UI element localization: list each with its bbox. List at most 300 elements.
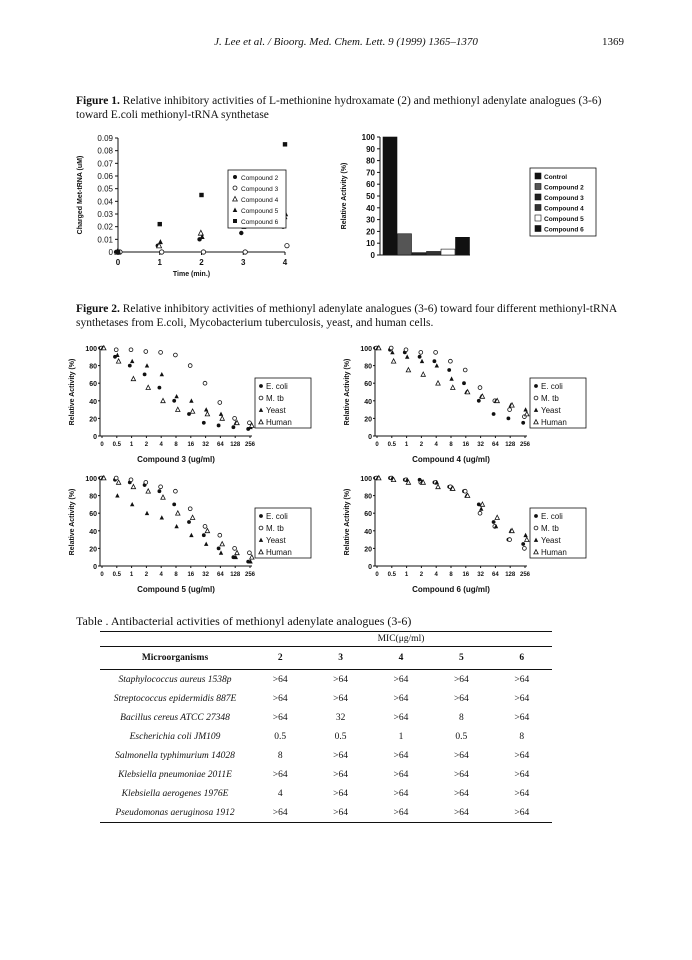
figure1-caption-text: Relative inhibitory activities of L-methionine hydroxamate (2) and methionyl adenylate analogues (3-6) toward E.coli methionyl-tRNA synthetase bbox=[76, 95, 602, 121]
legend-marker bbox=[233, 175, 237, 179]
data-point bbox=[220, 416, 224, 420]
x-tick-label: 128 bbox=[505, 572, 516, 578]
data-point bbox=[158, 239, 163, 244]
mic-cell: >64 bbox=[393, 750, 409, 761]
x-tick-label: 4 bbox=[434, 442, 438, 448]
data-point bbox=[188, 507, 192, 511]
data-point bbox=[190, 515, 194, 519]
x-tick-label: 1 bbox=[404, 442, 409, 448]
data-point bbox=[447, 368, 451, 372]
legend-marker bbox=[534, 514, 538, 518]
data-point bbox=[419, 351, 423, 355]
data-point bbox=[421, 372, 425, 376]
data-point bbox=[434, 351, 438, 355]
y-tick-label: 0 bbox=[93, 434, 97, 441]
legend-marker bbox=[534, 396, 538, 400]
mic-cell: >64 bbox=[393, 674, 409, 685]
mic-cell: >64 bbox=[371, 803, 431, 823]
data-point bbox=[436, 484, 440, 488]
x-axis-label: Compound 6 (ug/ml) bbox=[412, 585, 490, 594]
data-point bbox=[435, 363, 439, 367]
legend-label: Compound 3 bbox=[544, 195, 584, 202]
data-point bbox=[130, 502, 134, 506]
y-tick-label: 100 bbox=[85, 476, 97, 483]
legend-label: Yeast bbox=[541, 536, 561, 545]
mic-cell: >64 bbox=[393, 769, 409, 780]
legend-label: Human bbox=[266, 418, 292, 427]
y-axis-label: Relative Activity (%) bbox=[69, 358, 76, 426]
data-point bbox=[174, 489, 178, 493]
data-point bbox=[159, 351, 163, 355]
running-header bbox=[0, 36, 692, 52]
y-tick-label: 0 bbox=[368, 434, 372, 441]
x-tick-label: 0 bbox=[115, 258, 121, 267]
x-tick-label: 64 bbox=[492, 442, 499, 448]
x-tick-label: 0.5 bbox=[387, 442, 396, 448]
data-point bbox=[160, 515, 164, 519]
legend-label: Compound 5 bbox=[544, 216, 584, 223]
x-tick-label: 16 bbox=[187, 442, 195, 448]
data-point bbox=[451, 385, 455, 389]
legend-label: Compound 2 bbox=[544, 184, 584, 192]
legend-label: M. tb bbox=[266, 394, 284, 403]
y-tick-label: 60 bbox=[89, 381, 97, 389]
legend-label: Control bbox=[544, 174, 568, 181]
mic-cell: >64 bbox=[333, 693, 349, 704]
mic-cell: >64 bbox=[333, 788, 349, 799]
organism-cell: Salmonella typhimurium 14028 bbox=[115, 750, 235, 761]
data-point bbox=[172, 399, 176, 403]
x-tick-label: 8 bbox=[174, 442, 178, 448]
mic-cell: 1 bbox=[398, 731, 404, 742]
mic-cell: 0.5 bbox=[455, 731, 468, 742]
table-row bbox=[100, 727, 552, 746]
legend-marker bbox=[233, 186, 237, 190]
y-tick-label: 40 bbox=[366, 203, 375, 213]
data-point bbox=[233, 417, 237, 421]
data-point bbox=[523, 547, 527, 551]
data-point bbox=[189, 398, 193, 402]
data-point bbox=[248, 421, 252, 425]
x-tick-label: 4 bbox=[434, 572, 438, 578]
legend-label: Compound 2 bbox=[241, 175, 279, 182]
y-tick-label: 60 bbox=[366, 180, 375, 190]
data-point bbox=[116, 359, 120, 363]
data-point bbox=[250, 555, 254, 559]
x-tick-label: 256 bbox=[519, 572, 531, 578]
y-tick-label: 20 bbox=[89, 416, 97, 424]
table-row bbox=[100, 803, 552, 823]
data-point bbox=[219, 412, 223, 416]
legend-marker bbox=[534, 384, 538, 388]
data-point bbox=[479, 506, 483, 510]
data-point bbox=[131, 376, 135, 380]
bar bbox=[441, 249, 455, 255]
data-point bbox=[189, 533, 193, 537]
data-point bbox=[449, 359, 453, 363]
legend-label: M. tb bbox=[541, 394, 559, 403]
x-tick-label: 32 bbox=[477, 442, 484, 448]
legend-label: E. coli bbox=[266, 382, 288, 391]
mic-cell: 8 bbox=[519, 731, 525, 742]
bar bbox=[412, 253, 426, 255]
legend-label: Compound 5 bbox=[241, 208, 279, 215]
organism-cell: Streptococcus epidermidis 887E bbox=[113, 693, 237, 704]
data-point bbox=[203, 381, 207, 385]
mic-cell: >64 bbox=[431, 803, 491, 823]
mic-cell: >64 bbox=[272, 769, 288, 780]
y-tick-label: 10 bbox=[366, 239, 375, 249]
x-tick-label: 3 bbox=[241, 258, 246, 267]
organism-cell: Bacillus cereus ATCC 27348 bbox=[120, 712, 230, 723]
x-tick-label: 0 bbox=[100, 572, 104, 578]
x-tick-label: 0.5 bbox=[387, 572, 396, 578]
x-tick-label: 256 bbox=[244, 572, 256, 578]
figure2-panel-compound6 bbox=[335, 470, 615, 595]
table-row bbox=[100, 746, 552, 765]
data-point bbox=[235, 420, 239, 424]
data-point bbox=[391, 359, 395, 363]
data-point bbox=[478, 511, 482, 515]
data-point bbox=[462, 381, 466, 385]
bar bbox=[383, 137, 397, 255]
table-row bbox=[100, 689, 552, 708]
y-axis-label: Relative Activity (%) bbox=[341, 162, 348, 230]
mic-cell: >64 bbox=[514, 693, 530, 704]
x-tick-label: 256 bbox=[244, 442, 256, 448]
mic-cell: >64 bbox=[272, 712, 288, 723]
figure1-caption bbox=[76, 94, 636, 122]
y-tick-label: 20 bbox=[364, 416, 372, 424]
organism-cell: Escherichia coli JM109 bbox=[129, 731, 221, 742]
mic-cell: >64 bbox=[333, 769, 349, 780]
data-point bbox=[239, 231, 243, 235]
x-tick-label: 32 bbox=[477, 572, 484, 578]
data-point bbox=[248, 551, 252, 555]
y-tick-label: 100 bbox=[85, 346, 97, 353]
mic-cell: >64 bbox=[310, 803, 370, 823]
y-tick-label: 0.05 bbox=[97, 184, 113, 194]
data-point bbox=[525, 537, 529, 541]
y-tick-label: 0.09 bbox=[97, 134, 113, 143]
data-point bbox=[201, 250, 205, 254]
data-point bbox=[188, 364, 192, 368]
legend-label: M. tb bbox=[266, 524, 284, 533]
y-tick-label: 40 bbox=[89, 528, 97, 536]
data-point bbox=[480, 502, 484, 506]
data-point bbox=[525, 412, 529, 416]
mic-cell: >64 bbox=[333, 674, 349, 685]
data-point bbox=[218, 533, 222, 537]
col-header: Microorganisms bbox=[100, 647, 250, 670]
data-point bbox=[176, 511, 180, 515]
table-row bbox=[100, 670, 552, 690]
mic-header: MIC(μg/ml) bbox=[250, 632, 552, 647]
mic-cell: 32 bbox=[335, 712, 346, 723]
y-tick-label: 60 bbox=[89, 511, 97, 519]
data-point bbox=[198, 230, 203, 235]
data-point bbox=[158, 222, 162, 226]
legend-label: Human bbox=[541, 548, 567, 557]
organism-cell: Staphylococcus aureus 1538p bbox=[118, 674, 232, 685]
y-tick-label: 0 bbox=[370, 251, 375, 260]
x-tick-label: 1 bbox=[129, 572, 134, 578]
data-point bbox=[116, 250, 120, 254]
y-tick-label: 0 bbox=[368, 564, 372, 571]
data-point bbox=[235, 550, 239, 554]
antibacterial-table bbox=[100, 631, 552, 823]
data-point bbox=[172, 503, 176, 507]
table-corner bbox=[100, 632, 250, 647]
data-point bbox=[174, 353, 178, 357]
data-point bbox=[205, 528, 209, 532]
col-header: 3 bbox=[310, 647, 370, 670]
x-tick-label: 256 bbox=[519, 442, 531, 448]
data-point bbox=[130, 359, 134, 363]
data-point bbox=[521, 542, 525, 546]
data-point bbox=[199, 193, 203, 197]
x-tick-label: 64 bbox=[217, 442, 224, 448]
y-tick-label: 0.01 bbox=[97, 235, 113, 245]
y-tick-label: 80 bbox=[89, 363, 97, 371]
y-tick-label: 0.02 bbox=[97, 222, 113, 232]
x-tick-label: 128 bbox=[230, 572, 241, 578]
x-tick-label: 16 bbox=[187, 572, 195, 578]
data-point bbox=[160, 250, 164, 254]
data-point bbox=[174, 524, 178, 528]
data-point bbox=[190, 409, 194, 413]
organism-cell: Klebsiella aerogenes 1976E bbox=[121, 788, 229, 799]
legend-marker bbox=[233, 219, 237, 223]
legend-label: Yeast bbox=[541, 406, 561, 415]
y-tick-label: 0 bbox=[93, 564, 97, 571]
legend-label: M. tb bbox=[541, 524, 559, 533]
y-tick-label: 100 bbox=[360, 346, 372, 353]
y-tick-label: 0.04 bbox=[97, 197, 113, 207]
y-axis-label: Relative Activity (%) bbox=[344, 488, 351, 556]
x-tick-label: 1 bbox=[404, 572, 409, 578]
mic-cell: >64 bbox=[514, 674, 530, 685]
x-axis-label: Time (min.) bbox=[172, 271, 211, 278]
data-point bbox=[129, 348, 133, 352]
data-point bbox=[204, 542, 208, 546]
legend-label: Yeast bbox=[266, 536, 286, 545]
y-tick-label: 60 bbox=[364, 511, 372, 519]
x-axis-label: Compound 5 (ug/ml) bbox=[137, 585, 215, 594]
x-tick-label: 1 bbox=[157, 258, 162, 267]
table-row bbox=[100, 708, 552, 727]
col-header: 5 bbox=[431, 647, 491, 670]
y-tick-label: 20 bbox=[89, 546, 97, 554]
mic-cell: >64 bbox=[514, 712, 530, 723]
data-point bbox=[217, 547, 221, 551]
data-point bbox=[449, 376, 453, 380]
mic-cell: >64 bbox=[272, 693, 288, 704]
y-tick-label: 80 bbox=[89, 493, 97, 501]
data-point bbox=[203, 525, 207, 529]
data-point bbox=[389, 346, 393, 350]
data-point bbox=[146, 385, 150, 389]
x-tick-label: 8 bbox=[174, 572, 178, 578]
y-tick-label: 0.08 bbox=[97, 146, 113, 156]
figure2-caption-text: Relative inhibitory activities of methionyl adenylate analogues (3-6) toward four different methionyl-tRNA synthetases from E.coli, Mycobacterium tuberculosis, yeast, and human cells. bbox=[76, 303, 617, 329]
x-tick-label: 2 bbox=[419, 442, 424, 448]
data-point bbox=[176, 407, 180, 411]
data-point bbox=[159, 485, 163, 489]
mic-cell: 0.5 bbox=[274, 731, 287, 742]
x-tick-label: 0 bbox=[375, 572, 379, 578]
legend-label: Compound 6 bbox=[544, 226, 584, 234]
bar bbox=[398, 234, 412, 255]
data-point bbox=[204, 407, 208, 411]
table-row bbox=[100, 765, 552, 784]
y-tick-label: 20 bbox=[366, 227, 375, 237]
data-point bbox=[161, 398, 165, 402]
mic-cell: >64 bbox=[333, 750, 349, 761]
data-point bbox=[146, 489, 150, 493]
mic-cell: >64 bbox=[393, 712, 409, 723]
figure2-panel-compound5 bbox=[60, 470, 340, 595]
x-tick-label: 0.5 bbox=[112, 572, 121, 578]
legend-label: Human bbox=[266, 548, 292, 557]
data-point bbox=[478, 386, 482, 390]
mic-cell: >64 bbox=[514, 788, 530, 799]
data-point bbox=[145, 363, 149, 367]
legend-label: Compound 3 bbox=[241, 186, 279, 193]
y-tick-label: 0.06 bbox=[97, 172, 113, 181]
x-tick-label: 2 bbox=[144, 442, 149, 448]
x-tick-label: 4 bbox=[282, 258, 288, 267]
y-tick-label: 0.03 bbox=[97, 210, 113, 219]
data-point bbox=[510, 528, 514, 532]
x-tick-label: 16 bbox=[462, 572, 470, 578]
data-point bbox=[477, 399, 481, 403]
legend-marker bbox=[259, 384, 263, 388]
x-axis-label: Compound 4 (ug/ml) bbox=[412, 455, 490, 464]
data-point bbox=[114, 476, 118, 480]
y-axis-label: Relative Activity (%) bbox=[344, 358, 351, 426]
legend-swatch bbox=[535, 194, 541, 200]
table-title: Table . Antibacterial activities of methionyl adenylate analogues (3-6) bbox=[76, 614, 412, 628]
data-point bbox=[218, 401, 222, 405]
legend-marker bbox=[259, 396, 263, 400]
data-point bbox=[418, 355, 422, 359]
data-point bbox=[433, 359, 437, 363]
legend-swatch bbox=[535, 215, 541, 221]
data-point bbox=[495, 515, 499, 519]
journal-citation: J. Lee et al. / Bioorg. Med. Chem. Lett. 9 (1999) 1365–1370 bbox=[214, 36, 478, 48]
data-point bbox=[523, 407, 527, 411]
data-point bbox=[404, 348, 408, 352]
y-tick-label: 0.07 bbox=[97, 159, 113, 169]
x-tick-label: 4 bbox=[159, 442, 163, 448]
data-point bbox=[144, 481, 148, 485]
x-tick-label: 4 bbox=[159, 572, 163, 578]
y-tick-label: 90 bbox=[366, 144, 375, 154]
data-point bbox=[158, 386, 162, 390]
y-tick-label: 70 bbox=[366, 168, 375, 178]
legend-marker bbox=[259, 514, 263, 518]
legend-marker bbox=[534, 526, 538, 530]
x-tick-label: 32 bbox=[202, 442, 209, 448]
data-point bbox=[492, 520, 496, 524]
y-tick-label: 40 bbox=[364, 398, 372, 406]
x-tick-label: 8 bbox=[449, 442, 453, 448]
bar bbox=[427, 251, 441, 255]
data-point bbox=[116, 480, 120, 484]
data-point bbox=[465, 390, 469, 394]
y-axis-label: Relative Activity (%) bbox=[69, 488, 76, 556]
figure1-scatter-chart bbox=[60, 130, 320, 290]
x-tick-label: 32 bbox=[202, 572, 209, 578]
data-point bbox=[160, 372, 164, 376]
figure2-label: Figure 2. bbox=[76, 303, 120, 315]
y-tick-label: 40 bbox=[364, 528, 372, 536]
mic-cell: 8 bbox=[277, 750, 283, 761]
organism-cell: Klebsiella pneumoniae 2011E bbox=[118, 769, 232, 780]
x-tick-label: 1 bbox=[129, 442, 134, 448]
mic-cell: >64 bbox=[492, 803, 552, 823]
legend-label: E. coli bbox=[266, 512, 288, 521]
y-tick-label: 80 bbox=[364, 363, 372, 371]
data-point bbox=[523, 533, 527, 537]
y-tick-label: 100 bbox=[361, 133, 375, 142]
x-tick-label: 128 bbox=[505, 442, 516, 448]
figure1-bar-chart bbox=[330, 130, 630, 280]
y-tick-label: 50 bbox=[366, 192, 375, 201]
mic-cell: >64 bbox=[250, 803, 310, 823]
col-header: 4 bbox=[371, 647, 431, 670]
col-header: 2 bbox=[250, 647, 310, 670]
y-tick-label: 80 bbox=[366, 156, 375, 166]
data-point bbox=[420, 359, 424, 363]
x-tick-label: 128 bbox=[230, 442, 241, 448]
x-tick-label: 0 bbox=[375, 442, 379, 448]
data-point bbox=[202, 421, 206, 425]
mic-cell: >64 bbox=[453, 769, 469, 780]
x-tick-label: 2 bbox=[144, 572, 149, 578]
legend-swatch bbox=[535, 184, 541, 190]
data-point bbox=[174, 394, 178, 398]
data-point bbox=[480, 394, 484, 398]
y-tick-label: 100 bbox=[360, 476, 372, 483]
mic-cell: 8 bbox=[458, 712, 464, 723]
data-point bbox=[285, 243, 289, 247]
y-tick-label: 30 bbox=[366, 215, 375, 225]
x-tick-label: 0.5 bbox=[112, 442, 121, 448]
legend-marker bbox=[259, 526, 263, 530]
legend-label: Yeast bbox=[266, 406, 286, 415]
mic-cell: >64 bbox=[453, 674, 469, 685]
data-point bbox=[436, 381, 440, 385]
data-point bbox=[114, 348, 118, 352]
y-tick-label: 60 bbox=[364, 381, 372, 389]
x-tick-label: 64 bbox=[217, 572, 224, 578]
data-point bbox=[508, 408, 512, 412]
data-point bbox=[219, 550, 223, 554]
x-tick-label: 2 bbox=[199, 258, 204, 267]
mic-cell: >64 bbox=[453, 788, 469, 799]
mic-cell: >64 bbox=[393, 693, 409, 704]
mic-cell: 4 bbox=[277, 788, 283, 799]
data-point bbox=[463, 489, 467, 493]
mic-cell: 0.5 bbox=[334, 731, 347, 742]
mic-cell: >64 bbox=[453, 693, 469, 704]
data-point bbox=[145, 511, 149, 515]
data-point bbox=[131, 484, 135, 488]
y-tick-label: 40 bbox=[89, 398, 97, 406]
data-point bbox=[507, 417, 511, 421]
